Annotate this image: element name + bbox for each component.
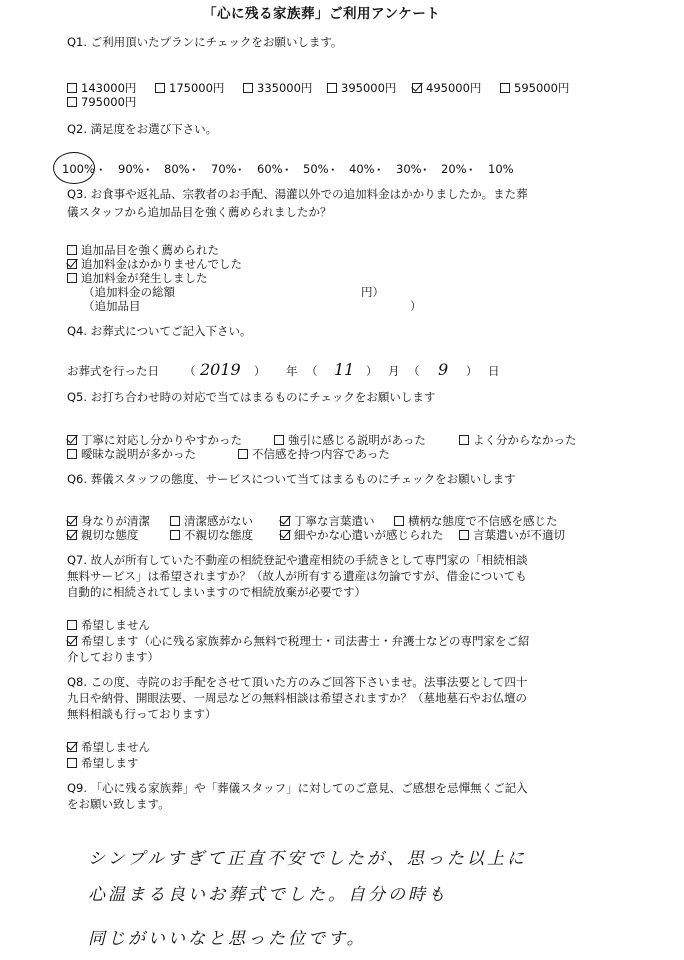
separator-dot: ・ — [373, 163, 385, 177]
separator-dot: ・ — [234, 163, 246, 177]
q5-question: Q5. お打ち合わせ時の対応で当てはまるものにチェックをお願いします — [67, 390, 436, 404]
q6-option-improper-words[interactable]: 言葉遣いが不適切 — [459, 527, 565, 543]
checkbox[interactable] — [170, 516, 180, 526]
separator-dot: ・ — [95, 163, 107, 177]
q6-option-kind[interactable]: 親切な態度 — [67, 527, 139, 543]
checkbox-checked[interactable] — [280, 516, 290, 526]
q7-option-no[interactable]: 希望しません — [67, 617, 150, 633]
checkbox[interactable] — [67, 449, 77, 459]
q9-question-line1: Q9. 「心に残る家族葬」や「葬儀スタッフ」に対してのご意見、ご感想を忌憚無くご記入 — [67, 781, 528, 795]
q2-option-30[interactable]: 30% — [396, 162, 422, 176]
checkbox[interactable] — [155, 83, 165, 93]
q8-question-line3: 無料相談も行っております） — [67, 707, 217, 721]
checkbox[interactable] — [274, 435, 284, 445]
q3-total-label: （追加料金の総額 — [83, 285, 175, 299]
q1-question: Q1. ご利用頂いたプランにチェックをお願いします。 — [67, 35, 343, 49]
q8-option-no[interactable]: 希望しません — [67, 739, 150, 755]
q4-year-value[interactable]: 2019 — [200, 360, 241, 379]
q4-day-unit: 日 — [488, 364, 500, 378]
checkbox-checked[interactable] — [67, 530, 77, 540]
separator-dot: ・ — [465, 163, 477, 177]
q9-answer-line2[interactable]: 心温まる良いお葬式でした。自分の時も — [88, 885, 448, 905]
paren-close: ） — [366, 364, 378, 378]
q5-option-distrust[interactable]: 不信感を持つ内容であった — [238, 446, 390, 462]
checkbox[interactable] — [67, 273, 77, 283]
q8-question-line2: 九日や納骨、開眼法要、一周忌などの無料相談は希望されますか？（墓地墓石やお仏壇の — [67, 691, 527, 705]
q6-option-polite-words[interactable]: 丁寧な言葉遣い — [280, 513, 375, 529]
paren-open: （ — [184, 364, 196, 378]
checkbox-checked[interactable] — [67, 259, 77, 269]
q7-option-yes[interactable]: 希望します（心に残る家族葬から無料で税理士・司法書士・弁護士などの専門家をご紹 — [67, 633, 530, 649]
q3-items-label: （追加品目 — [83, 299, 141, 313]
q6-option-unclean[interactable]: 清潔感がない — [170, 513, 253, 529]
q7-option-yes-line2: 介しております） — [67, 650, 159, 664]
paren-open: （ — [408, 364, 420, 378]
q6-option-clean[interactable]: 身なりが清潔 — [67, 513, 150, 529]
checkbox[interactable] — [459, 530, 469, 540]
separator-dot: ・ — [281, 163, 293, 177]
q3-option-pushed[interactable]: 追加品目を強く薦められた — [67, 242, 219, 258]
q3-items-close: ） — [410, 299, 422, 313]
q4-month-value[interactable]: 11 — [334, 360, 355, 379]
checkbox[interactable] — [67, 758, 77, 768]
q3-question-line1: Q3. お食事や返礼品、宗教者のお手配、湯灌以外での追加料金はかかりましたか。また葬 — [67, 187, 528, 201]
q1-option-143000[interactable]: 143000円 — [67, 80, 136, 96]
q3-option-extra[interactable]: 追加料金が発生しました — [67, 270, 208, 286]
q5-option-vague[interactable]: 曖昧な説明が多かった — [67, 446, 196, 462]
checkbox[interactable] — [243, 83, 253, 93]
checkbox-checked[interactable] — [280, 530, 290, 540]
checkbox[interactable] — [67, 245, 77, 255]
checkbox-checked[interactable] — [67, 742, 77, 752]
separator-dot: ・ — [142, 163, 154, 177]
q1-option-395000[interactable]: 395000円 — [327, 80, 396, 96]
q5-option-unclear[interactable]: よく分からなかった — [459, 432, 577, 448]
paren-close: ） — [254, 364, 266, 378]
q8-option-yes[interactable]: 希望します — [67, 755, 139, 771]
q6-option-arrogant[interactable]: 横柄な態度で不信感を感じた — [394, 513, 558, 529]
q2-option-50[interactable]: 50% — [303, 162, 329, 176]
checkbox[interactable] — [67, 97, 77, 107]
q2-option-10[interactable]: 10% — [488, 162, 514, 176]
q6-option-unkind[interactable]: 不親切な態度 — [170, 527, 253, 543]
q1-option-335000[interactable]: 335000円 — [243, 80, 312, 96]
q4-month-unit: 月 — [388, 364, 400, 378]
q4-date-label: お葬式を行った日 — [67, 364, 159, 378]
q2-option-70[interactable]: 70% — [211, 162, 237, 176]
q7-question-line2: 無料サービス」は希望されますか？（故人が所有する遺産は勿論ですが、借金についても — [67, 569, 527, 583]
separator-dot: ・ — [419, 163, 431, 177]
paren-open: （ — [306, 364, 318, 378]
q4-year-unit: 年 — [286, 364, 298, 378]
q9-question-line2: をお願い致します。 — [67, 797, 170, 811]
separator-dot: ・ — [327, 163, 339, 177]
checkbox-checked[interactable] — [67, 636, 77, 646]
q8-question-line1: Q8. この度、寺院のお手配をさせて頂いた方のみご回答下さいませ。法事法要として四十 — [67, 675, 528, 689]
q3-question-line2: 儀スタッフから追加品目を強く薦められましたか？ — [67, 205, 332, 219]
checkbox-checked[interactable] — [412, 83, 422, 93]
checkbox[interactable] — [67, 620, 77, 630]
paren-close: ） — [466, 364, 478, 378]
q1-option-595000[interactable]: 595000円 — [500, 80, 569, 96]
separator-dot: ・ — [188, 163, 200, 177]
checkbox-checked[interactable] — [67, 435, 77, 445]
q1-option-795000[interactable]: 795000円 — [67, 94, 136, 110]
checkbox[interactable] — [394, 516, 404, 526]
q2-option-100[interactable]: 100% — [62, 162, 95, 176]
q2-option-90[interactable]: 90% — [118, 162, 144, 176]
q9-answer-line3[interactable]: 同じがいいなと思った位です。 — [88, 929, 367, 949]
checkbox[interactable] — [238, 449, 248, 459]
checkbox-checked[interactable] — [67, 516, 77, 526]
q7-question-line3: 自動的に相続されてしまいますので相続放棄が必要です） — [67, 585, 366, 599]
checkbox[interactable] — [500, 83, 510, 93]
checkbox[interactable] — [327, 83, 337, 93]
q9-answer-line1[interactable]: シンプルすぎて正直不安でしたが、思った以上に — [88, 849, 527, 869]
q6-question: Q6. 葬儀スタッフの態度、サービスについて当てはまるものにチェックをお願いします — [67, 472, 516, 486]
checkbox[interactable] — [459, 435, 469, 445]
q1-option-495000[interactable]: 495000円 — [412, 80, 481, 96]
q3-total-unit: 円） — [361, 285, 384, 299]
q2-question: Q2. 満足度をお選び下さい。 — [67, 122, 218, 136]
checkbox[interactable] — [67, 83, 77, 93]
q5-option-polite[interactable]: 丁寧に対応し分かりやすかった — [67, 432, 242, 448]
q2-option-60[interactable]: 60% — [257, 162, 283, 176]
q7-question-line1: Q7. 故人が所有していた不動産の相続登記や遺産相続の手続きとして専門家の「相続相談 — [67, 553, 528, 567]
q1-option-175000[interactable]: 175000円 — [155, 80, 224, 96]
q2-option-40[interactable]: 40% — [349, 162, 375, 176]
checkbox[interactable] — [170, 530, 180, 540]
page-title: 「心に残る家族葬」ご利用アンケート — [203, 6, 441, 22]
q2-option-20[interactable]: 20% — [441, 162, 467, 176]
q4-question: Q4. お葬式についてご記入下さい。 — [67, 324, 252, 338]
q4-day-value[interactable]: 9 — [438, 360, 449, 379]
q2-option-80[interactable]: 80% — [164, 162, 190, 176]
q6-option-attentive[interactable]: 細やかな心遣いが感じられた — [280, 527, 444, 543]
q3-option-no-extra[interactable]: 追加料金はかかりませんでした — [67, 256, 242, 272]
q5-option-pushy[interactable]: 強引に感じる説明があった — [274, 432, 426, 448]
